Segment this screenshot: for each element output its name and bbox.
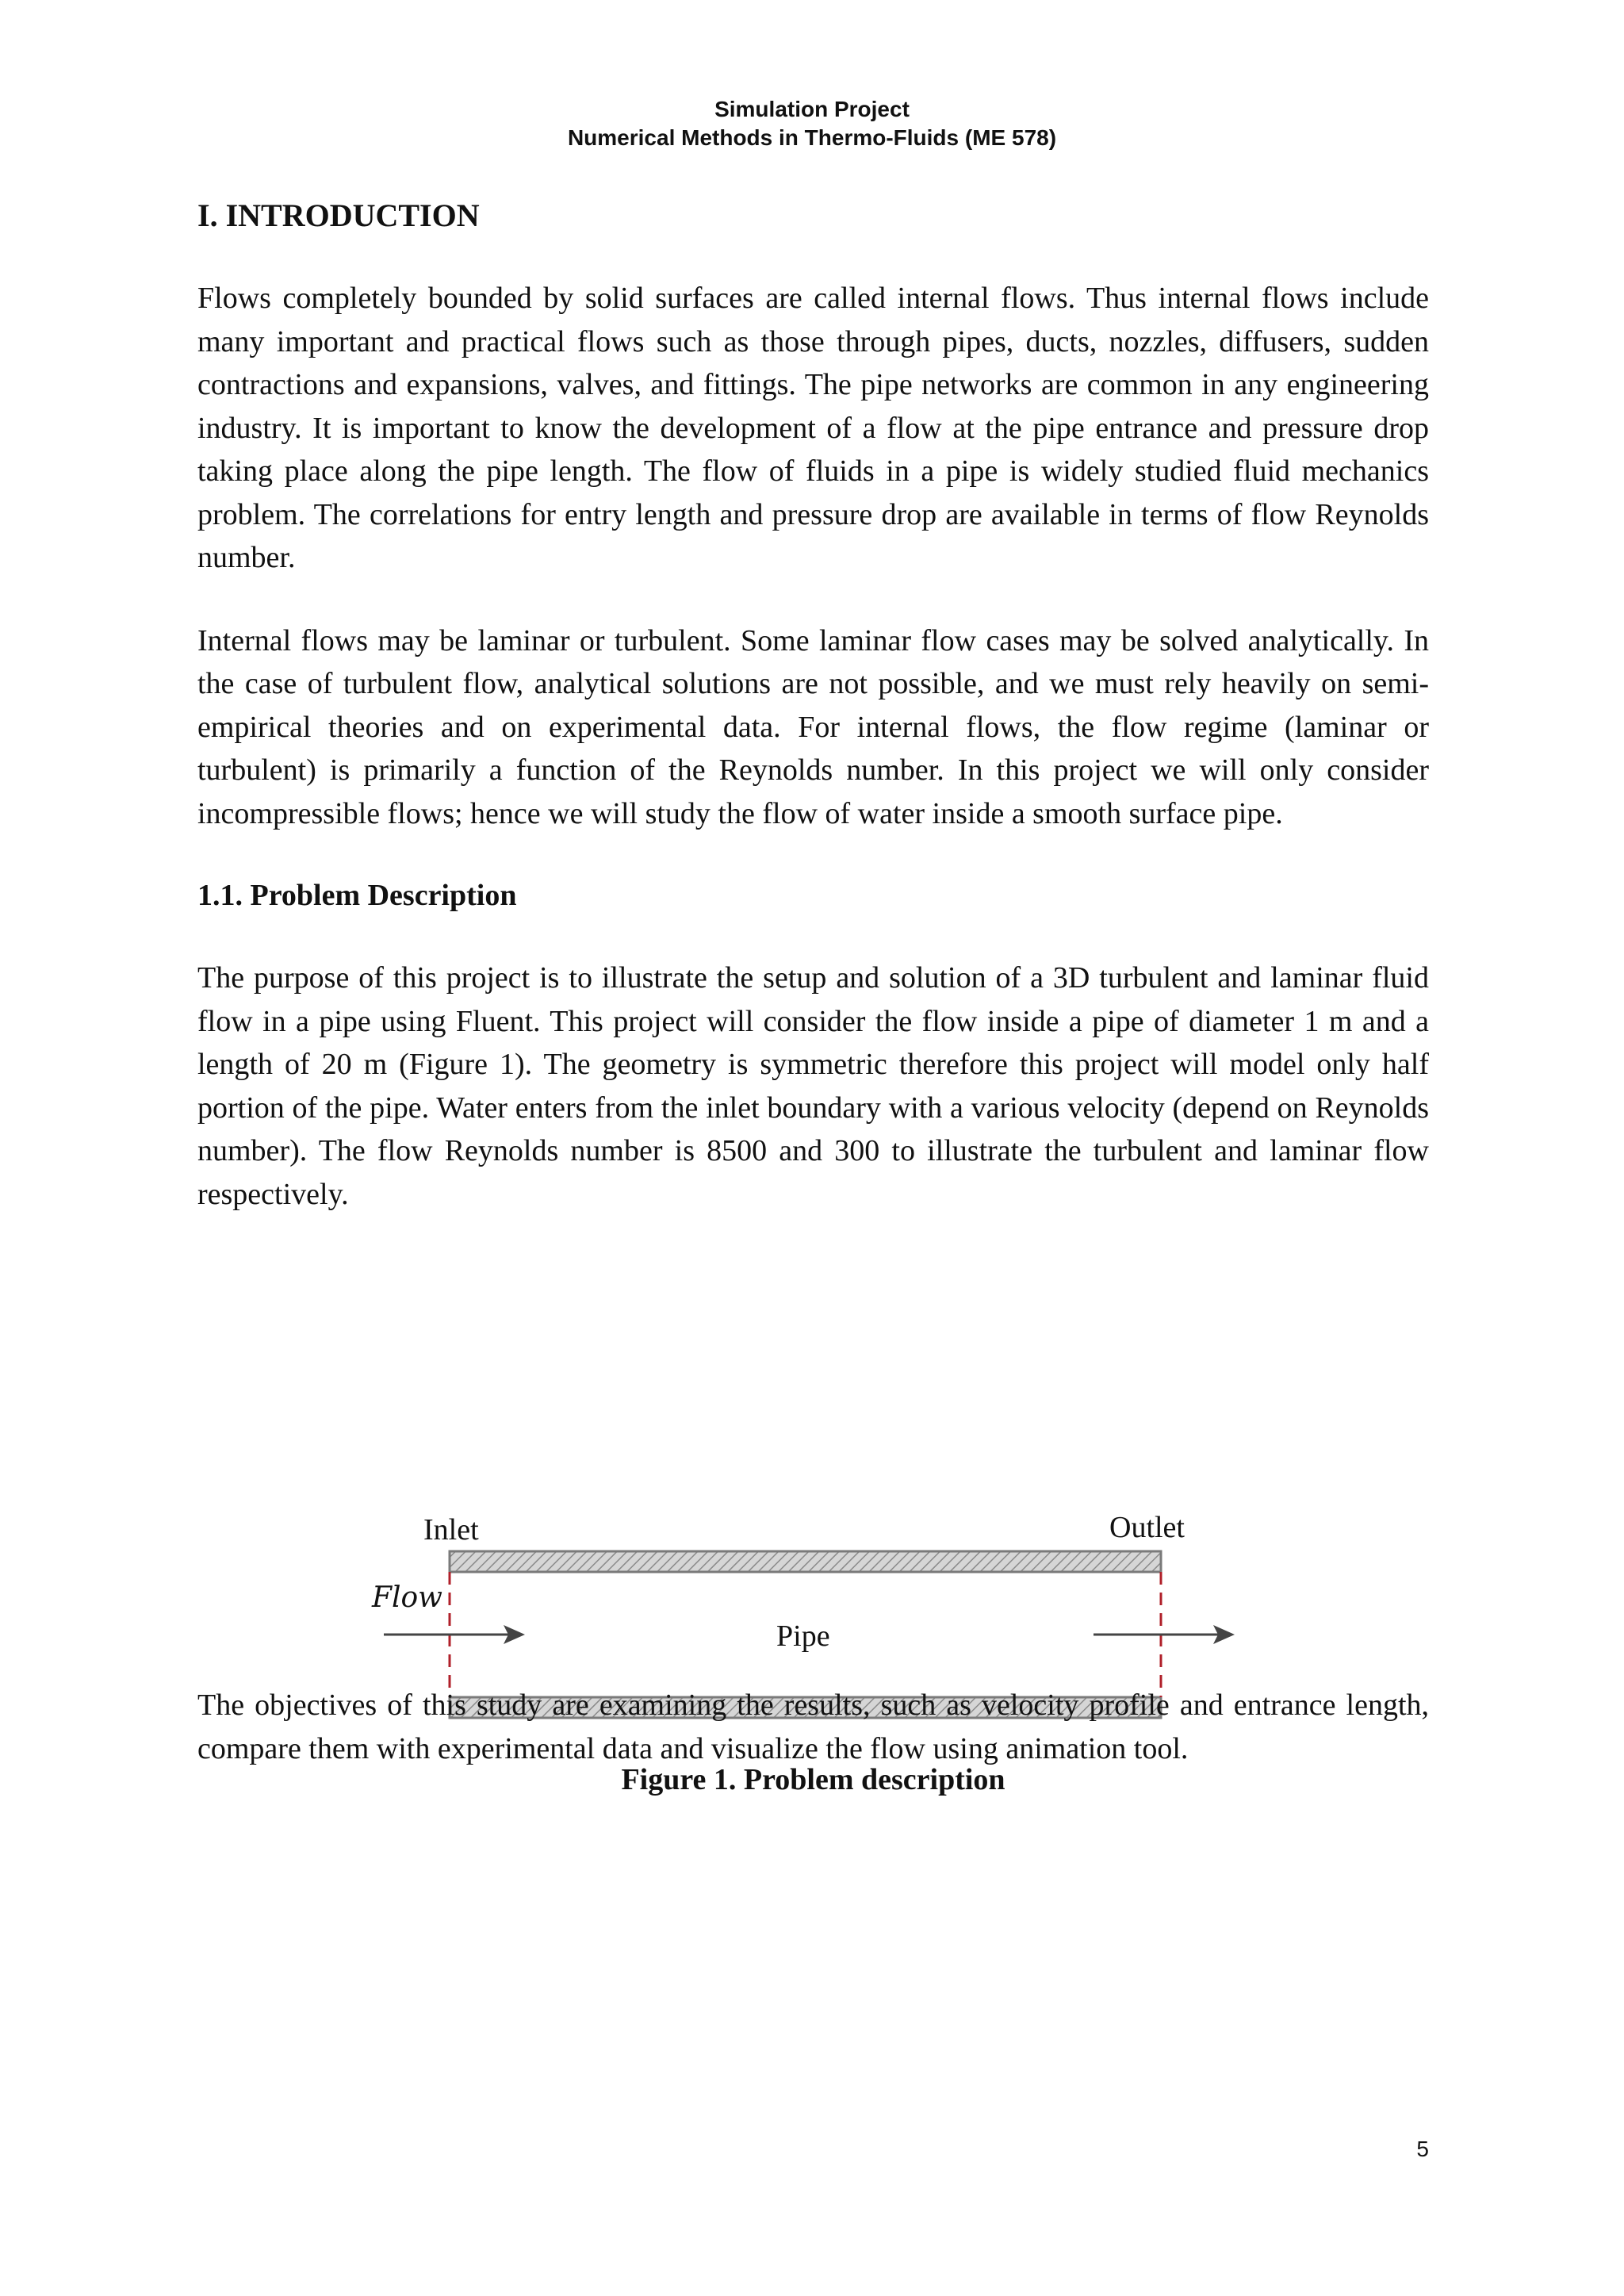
problem-description-paragraph: The purpose of this project is to illustrate the setup and solution of a 3D turbulent and laminar fluid flow in a pipe using Fluent. This project will consider the flow inside a pipe of diameter 1 m and a length of 20 m (Figure 1). The geometry is symmetric therefore this project will model only half portion of the pipe. Water enters from the inlet boundary with a various velocity (depend on Reynolds number). The flow Reynolds number is 8500 and 300 to illustrate the turbulent and laminar flow respectively. xyxy=(197,961,1429,1211)
pipe-label: Pipe xyxy=(776,1619,830,1653)
header-project-title: Simulation Project xyxy=(714,97,910,121)
main-content xyxy=(197,195,1429,1796)
section-title: I. INTRODUCTION xyxy=(197,197,480,233)
flow-label: Flow xyxy=(372,1581,442,1614)
outlet-label: Outlet xyxy=(1109,1511,1185,1544)
page-number: 5 xyxy=(1416,2137,1429,2161)
header-course-title: Numerical Methods in Thermo-Fluids (ME 578) xyxy=(567,125,1057,150)
objectives-paragraph: The objectives of this study are examining the results, such as velocity profile and entrance length, compare them with experimental data and visualize the flow using animation tool. xyxy=(197,1688,1429,1765)
inlet-label: Inlet xyxy=(423,1513,479,1547)
figure-caption: Figure 1. Problem description xyxy=(621,1763,1005,1796)
pipe-top-wall xyxy=(450,1551,1161,1572)
intro-paragraph-2: Internal flows may be laminar or turbulent. Some laminar flow cases may be solved analytically. In the case of turbulent flow, analytical solutions are not possible, and we must rely heavily on semi-empirical theories and on experimental data. For internal flows, the flow regime (laminar or turbulent) is primarily a function of the Reynolds number. In this project we will only consider incompressible flows; hence we will study the flow of water inside a smooth surface pipe. xyxy=(197,623,1429,830)
subsection-title: 1.1. Problem Description xyxy=(197,879,517,912)
intro-paragraph-1: Flows completely bounded by solid surfaces are called internal flows. Thus internal flows include many important and practical flows such as those through pipes, ducts, nozzles, diffusers, sudden contractions and expansions, valves, and fittings. The pipe networks are common in any engineering industry. It is important to know the development of a flow at the pipe entrance and pressure drop taking place along the pipe length. The flow of fluids in a pipe is widely studied fluid mechanics problem. The correlations for entry length and pressure drop are available in terms of flow Reynolds number. xyxy=(197,282,1429,574)
